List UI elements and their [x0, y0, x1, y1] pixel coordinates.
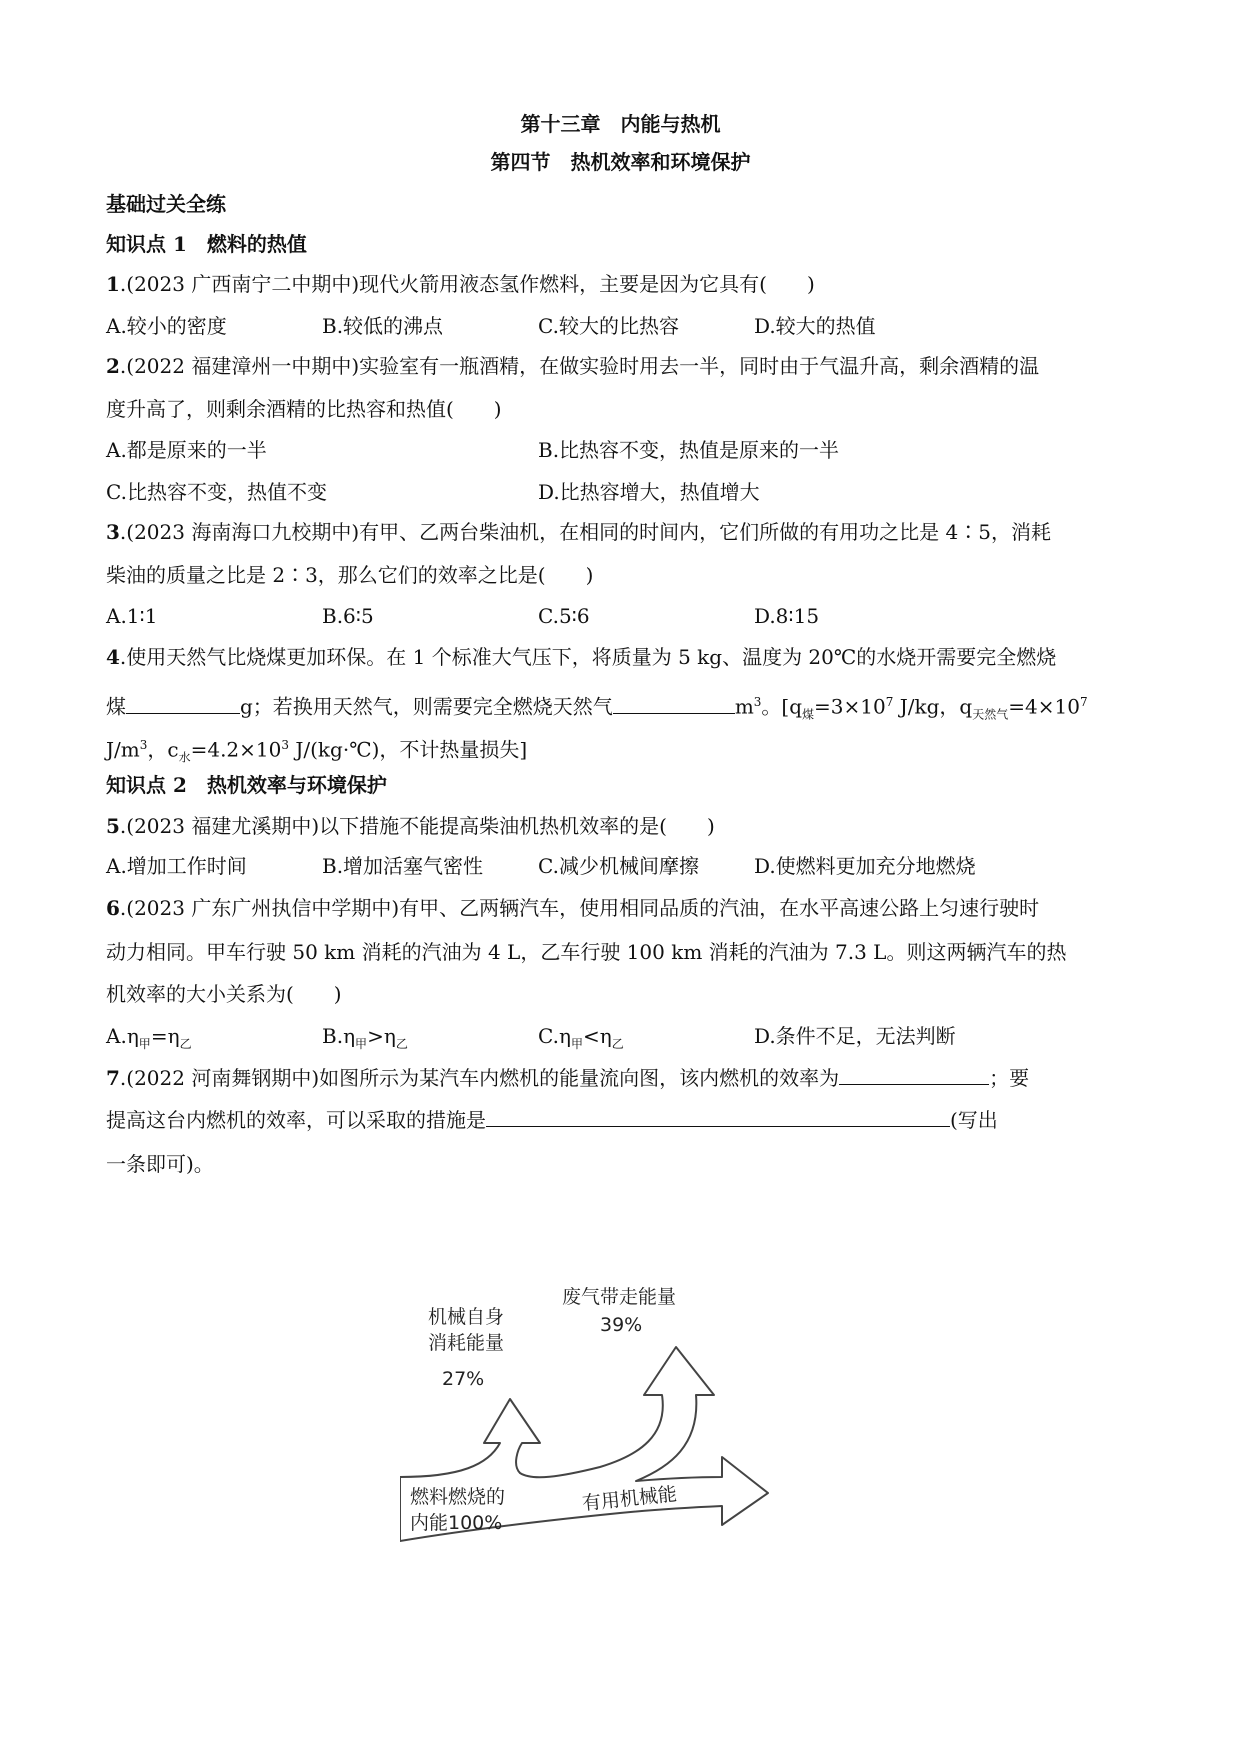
exhaust-energy-label: 废气带走能量	[562, 1286, 677, 1308]
superscript: 7	[885, 695, 894, 709]
operator: >	[367, 1024, 384, 1048]
question-number: 7	[106, 1066, 120, 1090]
superscript: 7	[1079, 695, 1088, 709]
q3-option-c: C.5∶6	[538, 604, 590, 628]
q5-option-b: B.增加活塞气密性	[322, 854, 484, 878]
text-run: ，c	[147, 737, 179, 762]
q5-option-a: A.增加工作时间	[106, 854, 247, 878]
superscript: 3	[753, 695, 762, 709]
q6-option-b	[322, 1022, 408, 1058]
superscript: 3	[139, 738, 148, 752]
machine-loss-percent: 27%	[442, 1368, 485, 1390]
question-1	[106, 270, 815, 298]
eta-symbol: η	[126, 1024, 139, 1048]
option-letter: B.	[322, 1024, 344, 1048]
q1-option-c: C.较大的比热容	[538, 314, 679, 338]
question-2-line-1	[106, 352, 1039, 380]
text-run: =3×10	[814, 694, 886, 719]
q2-option-a: A.都是原来的一半	[106, 438, 267, 462]
question-7-line-2	[106, 1106, 998, 1134]
option-letter: C.	[538, 1024, 559, 1048]
eta-symbol: η	[383, 1024, 396, 1048]
text-run: J/kg，q	[893, 694, 973, 719]
question-text: .(2023 广西南宁二中期中)现代火箭用液态氢作燃料，主要是因为它具有( )	[119, 272, 815, 296]
answer-blank-coal-mass[interactable]	[126, 693, 240, 714]
q1-option-d: D.较大的热值	[754, 314, 876, 338]
q1-option-b: B.较低的沸点	[322, 314, 444, 338]
operator: =	[150, 1024, 168, 1048]
eta-symbol: η	[343, 1024, 356, 1048]
subscript: 乙	[395, 1037, 408, 1051]
text-run: (写出	[950, 1108, 998, 1132]
q5-option-c: C.减少机械间摩擦	[538, 854, 699, 878]
question-text: 提高这台内燃机的效率，可以采取的措施是	[106, 1108, 486, 1132]
question-3-line-2: 柴油的质量之比是 2∶3，那么它们的效率之比是( )	[106, 563, 594, 587]
text-run: J/m	[106, 737, 140, 762]
question-2-line-2: 度升高了，则剩余酒精的比热容和热值( )	[106, 397, 502, 421]
q3-option-d: D.8∶15	[754, 604, 820, 628]
knowledge-point-2: 知识点 2 热机效率与环境保护	[106, 773, 387, 797]
question-6-line-2: 动力相同。甲车行驶 50 km 消耗的汽油为 4 L，乙车行驶 100 km 消耗的汽油为 7.3 L。则这两辆汽车的热	[106, 940, 1067, 964]
question-5	[106, 812, 715, 840]
useful-energy-label: 有用机械能	[581, 1483, 678, 1515]
exhaust-energy-percent: 39%	[600, 1314, 643, 1336]
question-text: .(2023 广东广州执信中学期中)有甲、乙两辆汽车，使用相同品质的汽油，在水平高速公路上匀速行驶时	[119, 896, 1040, 920]
question-4-line-2	[106, 688, 1088, 729]
question-number: 1	[106, 272, 120, 296]
question-text: .使用天然气比烧煤更加环保。在 1 个标准大气压下，将质量为 5 kg、温度为 20℃的水烧开需要完全燃烧	[119, 645, 1057, 669]
question-4-line-1	[106, 643, 1056, 671]
question-text: .(2022 河南舞钢期中)如图所示为某汽车内燃机的能量流向图，该内燃机的效率为	[119, 1066, 840, 1090]
q6-option-c	[538, 1022, 624, 1058]
q1-option-a: A.较小的密度	[106, 314, 227, 338]
operator: <	[582, 1024, 600, 1048]
question-number: 5	[106, 814, 120, 838]
text-run: g；若换用天然气，则需要完全燃烧天然气	[240, 694, 613, 719]
question-4-line-3	[106, 731, 527, 772]
subscript: 水	[178, 750, 191, 765]
q2-option-c: C.比热容不变，热值不变	[106, 480, 327, 504]
text-run: ；要	[989, 1066, 1030, 1090]
subscript: 天然气	[972, 707, 1009, 722]
question-3-line-1	[106, 518, 1051, 546]
question-number: 6	[106, 896, 120, 920]
fuel-energy-label-2: 内能100%	[410, 1512, 503, 1534]
text-run: =4.2×10	[190, 737, 282, 762]
subscript: 甲	[138, 1037, 151, 1051]
question-7-line-3: 一条即可)。	[106, 1152, 214, 1176]
q5-option-d: D.使燃料更加充分地燃烧	[754, 854, 976, 878]
knowledge-point-1: 知识点 1 燃料的热值	[106, 232, 307, 256]
text-run: J/(kg·℃)，不计热量损失]	[289, 737, 528, 762]
q3-option-a: A.1∶1	[106, 604, 158, 628]
q2-option-d: D.比热容增大，热值增大	[538, 480, 760, 504]
text-run: 。[q	[761, 694, 803, 719]
machine-loss-label-1: 机械自身	[428, 1306, 505, 1328]
q3-option-b: B.6∶5	[322, 604, 374, 628]
q6-option-a	[106, 1022, 192, 1058]
text-run: =4×10	[1008, 694, 1080, 719]
question-6-line-1	[106, 894, 1039, 922]
energy-flow-diagram	[410, 1286, 810, 1555]
question-text: .(2023 海南海口九校期中)有甲、乙两台柴油机，在相同的时间内，它们所做的有用功之比是 4∶5，消耗	[119, 520, 1051, 544]
subscript: 乙	[179, 1037, 192, 1051]
question-number: 4	[106, 645, 120, 669]
chapter-title: 第十三章 内能与热机	[520, 112, 721, 136]
answer-blank-efficiency[interactable]	[839, 1064, 989, 1085]
subscript: 乙	[611, 1037, 624, 1051]
section-title: 第四节 热机效率和环境保护	[490, 150, 751, 174]
eta-symbol: η	[558, 1024, 571, 1048]
text-run: 煤	[106, 694, 126, 719]
q2-option-b: B.比热容不变，热值是原来的一半	[538, 438, 840, 462]
subscript: 煤	[802, 707, 815, 722]
subscript: 甲	[570, 1037, 583, 1051]
superscript: 3	[281, 738, 290, 752]
q6-option-d: D.条件不足，无法判断	[754, 1024, 956, 1048]
text-run: m	[734, 694, 754, 719]
answer-blank-measure[interactable]	[486, 1106, 950, 1127]
machine-loss-label-2: 消耗能量	[428, 1332, 505, 1354]
question-number: 3	[106, 520, 120, 544]
fuel-energy-label-1: 燃料燃烧的	[410, 1486, 506, 1508]
answer-blank-gas-volume[interactable]	[613, 693, 735, 714]
subscript: 甲	[355, 1037, 368, 1051]
question-6-line-3: 机效率的大小关系为( )	[106, 982, 342, 1006]
question-number: 2	[106, 354, 120, 378]
part-heading: 基础过关全练	[106, 192, 226, 216]
eta-symbol: η	[599, 1024, 612, 1048]
question-7-line-1	[106, 1064, 1029, 1092]
option-letter: A.	[106, 1024, 127, 1048]
question-text: .(2022 福建漳州一中期中)实验室有一瓶酒精，在做实验时用去一半，同时由于气温升高，剩余酒精的温	[119, 354, 1040, 378]
eta-symbol: η	[167, 1024, 180, 1048]
question-text: .(2023 福建尤溪期中)以下措施不能提高柴油机热机效率的是( )	[119, 814, 715, 838]
